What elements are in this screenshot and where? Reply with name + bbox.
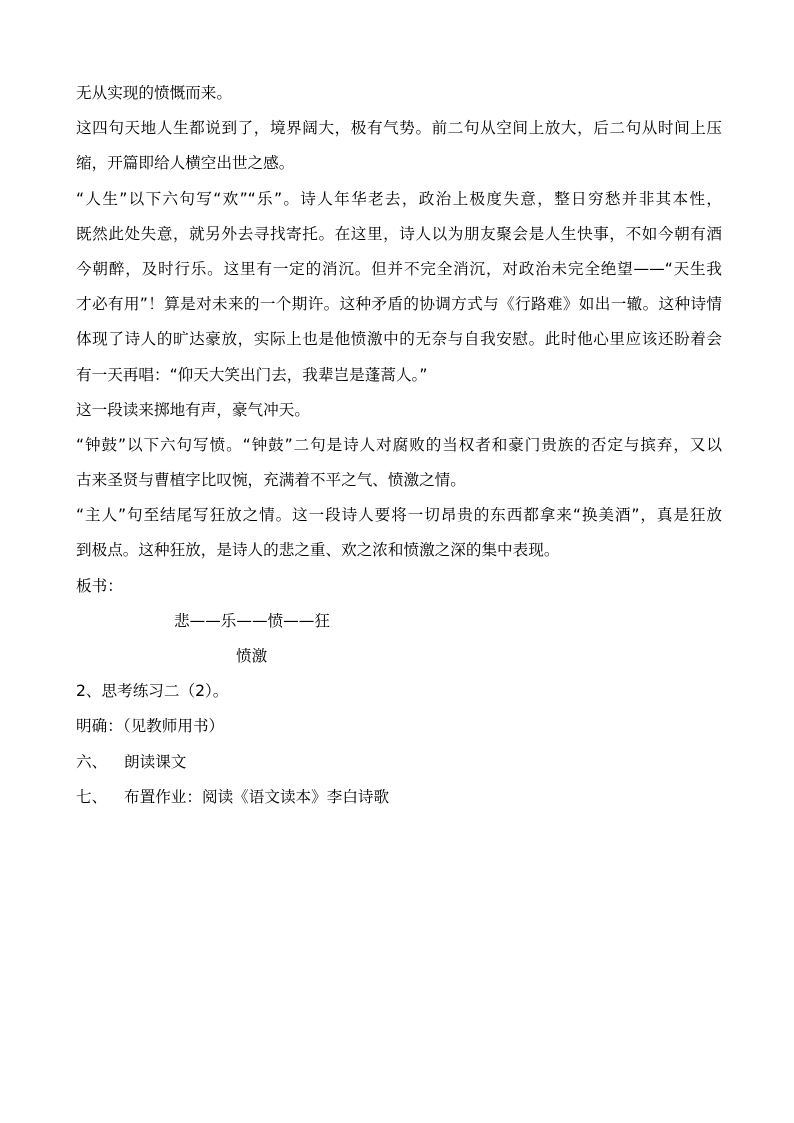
paragraph-line: “主人”句至结尾写狂放之情。这一段诗人要将一切昂贵的东西都拿来“换美酒”，真是狂放 — [76, 506, 722, 525]
paragraph-line: “钟鼓”以下六句写愤。“钟鼓”二句是诗人对腐败的当权者和豪门贵族的否定与摈弃，又以 — [76, 435, 722, 454]
paragraph-line: 无从实现的愤慨而来。 — [76, 84, 232, 102]
paragraph-line: 才必有用”！算是对未来的一个期许。这种矛盾的协调方式与《行路难》如出一辙。这种诗情 — [76, 295, 722, 314]
paragraph-line: 到极点。这种狂放，是诗人的悲之重、欢之浓和愤激之深的集中表现。 — [76, 541, 560, 560]
section-seven — [76, 780, 722, 815]
paragraph-line: 既然此处失意，就另外去寻找寄托。在这里，诗人以为朋友聚会是人生快事，不如今朝有酒 — [76, 224, 722, 243]
section-six — [76, 745, 722, 780]
paragraph-line: 这四句天地人生都说到了，境界阔大，极有气势。前二句从空间上放大，后二句从时间上压 — [76, 119, 722, 138]
document-page — [76, 76, 722, 1076]
paragraph-line: 古来圣贤与曹植字比叹惋，充满着不平之气、愤激之情。 — [76, 471, 466, 490]
paragraph-line: 缩，开篇即给人横空出世之感。 — [76, 154, 295, 173]
section-text: 朗读课文 — [124, 752, 187, 771]
paragraph-line: “人生”以下六句写“欢”“乐”。诗人年华老去，政治上极度失意，整日穷愁并非其本性， — [76, 189, 722, 208]
paragraph-line: 今朝醉，及时行乐。这里有一定的消沉。但并不完全消沉，对政治未完全绝望——“天生我 — [76, 259, 722, 278]
section-number: 七、 — [76, 787, 108, 806]
section-number: 六、 — [76, 752, 108, 771]
board-line-sub: 愤激 — [236, 647, 268, 665]
board-label: 板书： — [76, 576, 123, 595]
paragraph-line: 有一天再唱：“仰天大笑出门去，我辈岂是蓬蒿人。” — [76, 365, 428, 384]
exercise-item: 2、思考练习二（2）。 — [76, 682, 229, 701]
paragraph-line: 这一段读来掷地有声，豪气冲天。 — [76, 400, 310, 419]
clarify-note: 明确：（见教师用书） — [76, 717, 225, 736]
section-text: 布置作业：阅读《语文读本》李白诗歌 — [124, 787, 390, 806]
board-line-main: 悲——乐——愤——狂 — [174, 611, 330, 630]
paragraph-line: 体现了诗人的旷达豪放，实际上也是他愤激中的无奈与自我安慰。此时他心里应该还盼着会 — [76, 330, 722, 349]
